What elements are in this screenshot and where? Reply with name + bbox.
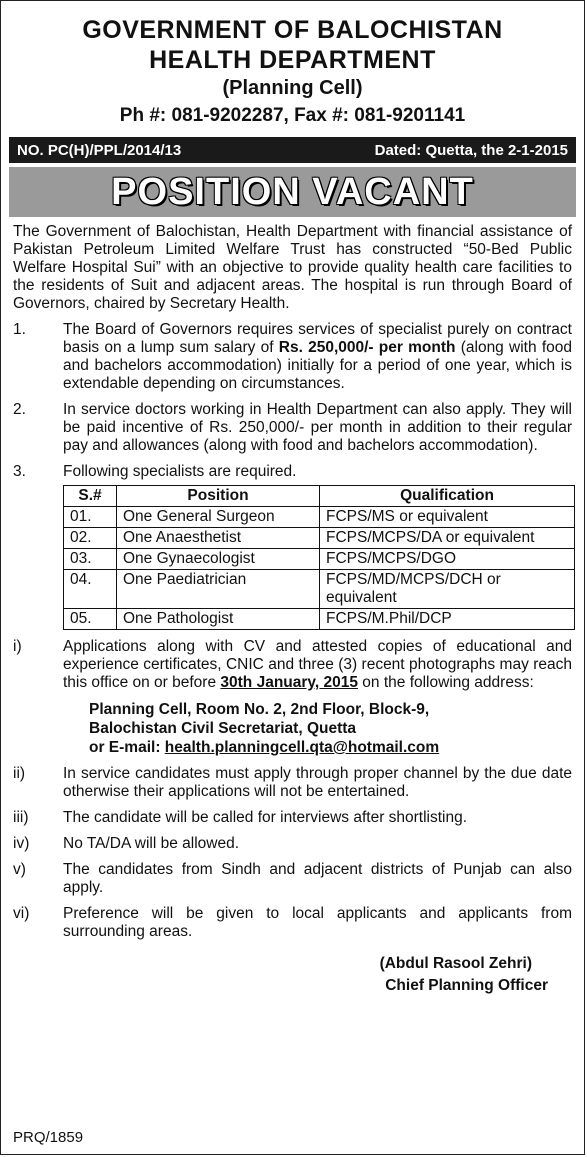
cell-sno: 02. [64,528,117,549]
column-header-sno: S.# [64,486,117,507]
header-contact: Ph #: 081-9202287, Fax #: 081-9201141 [119,105,466,126]
signatory-name: (Abdul Rasool Zehri) [379,955,532,972]
cell-sno: 03. [64,549,117,570]
table-header-row [64,486,575,507]
item-number: v) [13,861,26,878]
cell-qualification: FCPS/M.Phil/DCP [320,609,575,630]
item-text-part: on the following address: [357,674,534,691]
cell-qualification: FCPS/MCPS/DGO [320,549,575,570]
item-number: i) [13,638,22,655]
item-number: iii) [13,809,29,826]
item-number: 3. [13,463,26,480]
list-item [13,861,572,897]
table-row [64,609,575,630]
email-line [89,738,572,757]
item-text-part: (along with food and bachelors accommodation) initially for a period of one year, which is extendable depending on circumstances. [63,339,572,392]
list-item [13,638,572,692]
header-cell: (Planning Cell) [222,77,363,99]
item-text-part: The Board of Governors requires services of specialist purely on contract basis on a lump sum salary of [63,321,572,356]
specialists-table [63,485,575,630]
deadline-date: 30th January, 2015 [220,674,358,691]
email-link[interactable]: health.planningcell.qta@hotmail.com [164,739,440,756]
address-line: Planning Cell, Room No. 2, 2nd Floor, Block-9, [89,701,430,718]
table-row [64,549,575,570]
signature-block [13,953,572,997]
item-text [63,638,572,692]
column-header-position: Position [117,486,320,507]
item-text: The candidate will be called for interviews after shortlisting. [63,809,468,826]
item-number: vi) [13,905,30,922]
item-number: ii) [13,765,26,782]
header-government: GOVERNMENT OF BALOCHISTAN [82,16,503,44]
list-item [13,401,572,455]
header-department: HEALTH DEPARTMENT [149,46,436,74]
list-item [13,321,572,393]
cell-position: One Paediatrician [117,570,320,609]
item-text-part: Applications along with CV and attested copies of educational and experience certificates, CNIC and three (3) recent photographs may reach this office on or before [63,638,572,691]
email-prefix: or E-mail: [89,739,165,756]
item-number: 1. [13,321,26,338]
column-header-qualification: Qualification [320,486,575,507]
banner-title: POSITION VACANT [111,170,474,213]
address-line: Balochistan Civil Secretariat, Quetta [89,720,357,737]
item-text: No TA/DA will be allowed. [63,835,240,852]
item-text: The candidates from Sindh and adjacent districts of Punjab can also apply. [63,861,572,896]
list-item [13,765,572,801]
list-item [13,463,572,481]
reference-date: Dated: Quetta, the 2-1-2015 [374,141,568,159]
item-text [63,321,572,393]
postal-address [89,700,572,757]
item-text: Preference will be given to local applicants and applicants from surrounding areas. [63,905,572,940]
cell-sno: 01. [64,507,117,528]
reference-bar [9,137,576,163]
ad-body [1,223,584,997]
item-text: Following specialists are required. [63,463,297,480]
cell-position: One Anaesthetist [117,528,320,549]
item-number: 2. [13,401,26,418]
table-row [64,528,575,549]
cell-sno: 05. [64,609,117,630]
cell-qualification: FCPS/MS or equivalent [320,507,575,528]
reference-number: NO. PC(H)/PPL/2014/13 [17,141,182,159]
item-text: In service doctors working in Health Department can also apply. They will be paid incentive of Rs. 250,000/- per month in addition to their regular pay and allowances (along with food and bachelors accommodation). [63,401,572,454]
footer-reference: PRQ/1859 [13,1129,84,1146]
cell-position: One General Surgeon [117,507,320,528]
table-row [64,507,575,528]
cell-position: One Pathologist [117,609,320,630]
item-text: In service candidates must apply through proper channel by the due date otherwise their applications will not be entertained. [63,765,572,800]
cell-sno: 04. [64,570,117,609]
list-item [13,905,572,941]
intro-paragraph: The Government of Balochistan, Health Department with financial assistance of Pakistan Petroleum Limited Welfare Trust has constructed “50-Bed Public Welfare Hospital Sui” with an objective to provide quality health care facilities to the residents of Suit and adjacent areas. The hospital is run through Board of Governors, chaired by Secretary Health. [13,223,572,312]
cell-position: One Gynaecologist [117,549,320,570]
position-vacant-banner [9,167,576,217]
list-item [13,835,572,853]
salary-amount: Rs. 250,000/- per month [278,339,456,356]
cell-qualification: FCPS/MCPS/DA or equivalent [320,528,575,549]
item-number: iv) [13,835,30,852]
signatory-title: Chief Planning Officer [385,977,548,994]
table-row [64,570,575,609]
list-item [13,809,572,827]
cell-qualification: FCPS/MD/MCPS/DCH or equivalent [320,570,575,609]
